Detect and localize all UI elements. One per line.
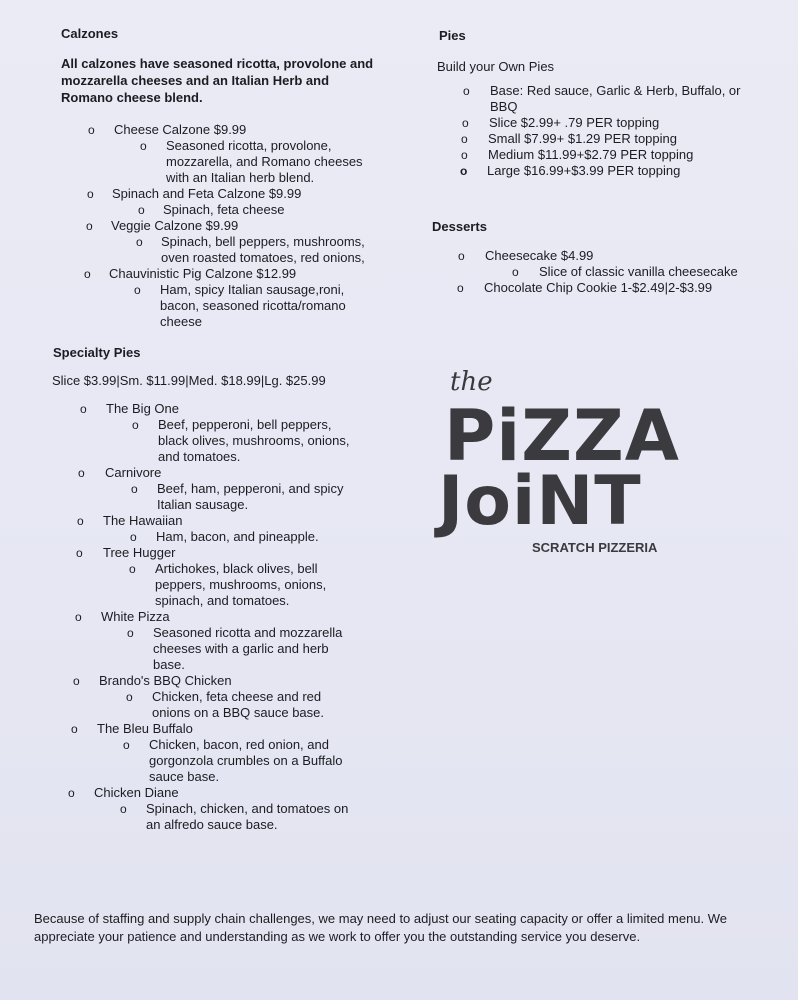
dessert-name: Cheesecake $4.99 <box>485 248 594 263</box>
list-item <box>52 721 412 737</box>
bullet-icon: o <box>86 219 93 233</box>
specialty-prices: Slice $3.99|Sm. $11.99|Med. $18.99|Lg. $25.99 <box>52 373 326 388</box>
bullet-icon: o <box>461 148 468 162</box>
pie-name: Chicken Diane <box>94 785 179 800</box>
pie-name: Brando's BBQ Chicken <box>99 673 232 688</box>
bullet-icon: o <box>71 722 78 736</box>
pie-desc: Chicken, bacon, red onion, and gorgonzola crumbles on a Buffalo sauce base. <box>149 737 343 784</box>
bullet-icon: o <box>80 402 87 416</box>
calzone-desc-block <box>52 234 386 266</box>
logo-line1: PiZZA <box>444 395 680 477</box>
logo-script: the <box>450 367 493 397</box>
pie-option: Medium $11.99+$2.79 PER topping <box>488 147 694 162</box>
dessert-desc: Slice of classic vanilla cheesecake <box>539 264 738 279</box>
bullet-icon: o <box>76 546 83 560</box>
list-item <box>432 83 770 115</box>
bullet-icon: o <box>130 530 137 544</box>
calzone-desc: Spinach, bell peppers, mushrooms, oven roasted tomatoes, red onions, <box>161 234 365 265</box>
bullet-icon: o <box>457 281 464 295</box>
bullet-icon: o <box>463 84 470 98</box>
pie-name: Carnivore <box>105 465 162 480</box>
pies-list <box>432 83 792 179</box>
pie-desc-block <box>52 737 359 785</box>
calzone-list <box>52 122 412 330</box>
bullet-icon: o <box>458 249 465 263</box>
list-item <box>432 248 792 264</box>
bullet-icon: o <box>68 786 75 800</box>
list-item <box>52 465 412 481</box>
pie-desc: Spinach, chicken, and tomatoes on an alfredo sauce base. <box>146 801 349 832</box>
list-item <box>432 147 792 163</box>
bullet-icon: o <box>138 203 145 217</box>
pie-desc-block <box>52 689 342 721</box>
pie-name: Tree Hugger <box>103 545 176 560</box>
bullet-icon: o <box>462 116 469 130</box>
pies-subtitle: Build your Own Pies <box>437 59 555 74</box>
bullet-icon: o <box>129 562 136 576</box>
bullet-icon: o <box>75 610 82 624</box>
desserts-heading: Desserts <box>432 219 487 234</box>
pie-desc-block <box>52 801 366 833</box>
bullet-icon: o <box>126 690 133 704</box>
pie-option: Large $16.99+$3.99 PER topping <box>487 163 681 178</box>
pie-option: Slice $2.99+ .79 PER topping <box>489 115 660 130</box>
bullet-icon: o <box>136 235 143 249</box>
pie-name: The Bleu Buffalo <box>97 721 193 736</box>
pies-heading: Pies <box>439 28 466 43</box>
left-column <box>52 26 412 833</box>
bullet-icon: o <box>88 123 95 137</box>
pie-name: The Hawaiian <box>103 513 183 528</box>
bullet-icon: o <box>78 466 85 480</box>
calzone-desc: Spinach, feta cheese <box>163 202 285 217</box>
bullet-icon: o <box>73 674 80 688</box>
list-item <box>52 266 412 282</box>
calzones-heading: Calzones <box>61 26 119 41</box>
logo-tagline: SCRATCH PIZZERIA <box>532 540 658 555</box>
list-item <box>432 131 792 147</box>
list-item <box>52 785 412 801</box>
list-item <box>52 545 412 561</box>
pie-option: Small $7.99+ $1.29 PER topping <box>488 131 677 146</box>
list-item <box>432 163 792 179</box>
calzone-desc: Seasoned ricotta, provolone, mozzarella, and Romano cheeses with an Italian herb blend. <box>166 138 363 185</box>
list-item <box>432 280 792 296</box>
bullet-icon: o <box>127 626 134 640</box>
bullet-icon: o <box>87 187 94 201</box>
bullet-icon: o <box>140 139 147 153</box>
pie-desc: Ham, bacon, and pineapple. <box>156 529 319 544</box>
calzone-desc: Ham, spicy Italian sausage,roni, bacon, seasoned ricotta/romano cheese <box>160 282 346 329</box>
bullet-icon: o <box>120 802 127 816</box>
pizza-joint-logo <box>428 362 698 562</box>
bullet-icon: o <box>77 514 84 528</box>
bullet-icon: o <box>131 482 138 496</box>
pie-name: White Pizza <box>101 609 170 624</box>
bullet-icon: o <box>134 283 141 297</box>
bullet-icon: o <box>123 738 130 752</box>
specialty-heading: Specialty Pies <box>53 345 141 360</box>
bullet-icon: o <box>512 265 519 279</box>
right-column <box>432 28 792 296</box>
pie-name: The Big One <box>106 401 179 416</box>
list-item <box>52 513 412 529</box>
pie-desc-block <box>52 561 345 609</box>
list-item <box>432 115 792 131</box>
calzone-name: Chauvinistic Pig Calzone $12.99 <box>109 266 297 281</box>
list-item <box>52 218 412 234</box>
pie-option: Base: Red sauce, Garlic & Herb, Buffalo, or BBQ <box>490 83 741 114</box>
calzone-name: Cheese Calzone $9.99 <box>114 122 247 137</box>
list-item <box>52 401 412 417</box>
calzone-desc-block <box>52 202 377 218</box>
pie-desc-block <box>52 417 358 465</box>
calzone-desc-block <box>52 138 376 186</box>
bullet-icon: o <box>132 418 139 432</box>
bullet-icon: o <box>461 132 468 146</box>
pie-desc-block <box>52 529 376 545</box>
list-item <box>52 122 412 138</box>
pie-desc: Chicken, feta cheese and red onions on a BBQ sauce base. <box>152 689 325 720</box>
pie-desc-block <box>52 625 353 673</box>
pie-desc: Beef, ham, pepperoni, and spicy Italian sausage. <box>157 481 344 512</box>
calzone-name: Veggie Calzone $9.99 <box>111 218 239 233</box>
bullet-icon: o <box>84 267 91 281</box>
list-item <box>52 186 412 202</box>
pie-desc: Beef, pepperoni, bell peppers, black olives, mushrooms, onions, and tomatoes. <box>158 417 350 464</box>
calzones-intro: All calzones have seasoned ricotta, provolone and mozzarella cheeses and an Italian Herb and Romano cheese blend. <box>61 56 374 105</box>
pie-desc: Seasoned ricotta and mozzarella cheeses with a garlic and herb base. <box>153 625 343 672</box>
specialty-list <box>52 401 412 833</box>
dessert-desc-block <box>432 264 792 280</box>
footer-notice: Because of staffing and supply chain challenges, we may need to adjust our seating capacity or offer a limited menu. We appreciate your patience and understanding as we work to offer you the outstanding service you deserve. <box>34 911 728 944</box>
pie-desc-block <box>52 481 357 513</box>
pie-desc: Artichokes, black olives, bell peppers, mushrooms, onions, spinach, and tomatoes. <box>155 561 327 608</box>
calzone-name: Spinach and Feta Calzone $9.99 <box>112 186 302 201</box>
dessert-name: Chocolate Chip Cookie 1-$2.49|2-$3.99 <box>484 280 713 295</box>
calzone-desc-block <box>52 282 365 330</box>
desserts-list <box>432 248 792 296</box>
list-item <box>52 673 412 689</box>
logo-graphic <box>428 362 698 562</box>
logo-line2: JoiNT <box>438 462 642 541</box>
bullet-icon: o <box>460 164 468 178</box>
list-item <box>52 609 412 625</box>
